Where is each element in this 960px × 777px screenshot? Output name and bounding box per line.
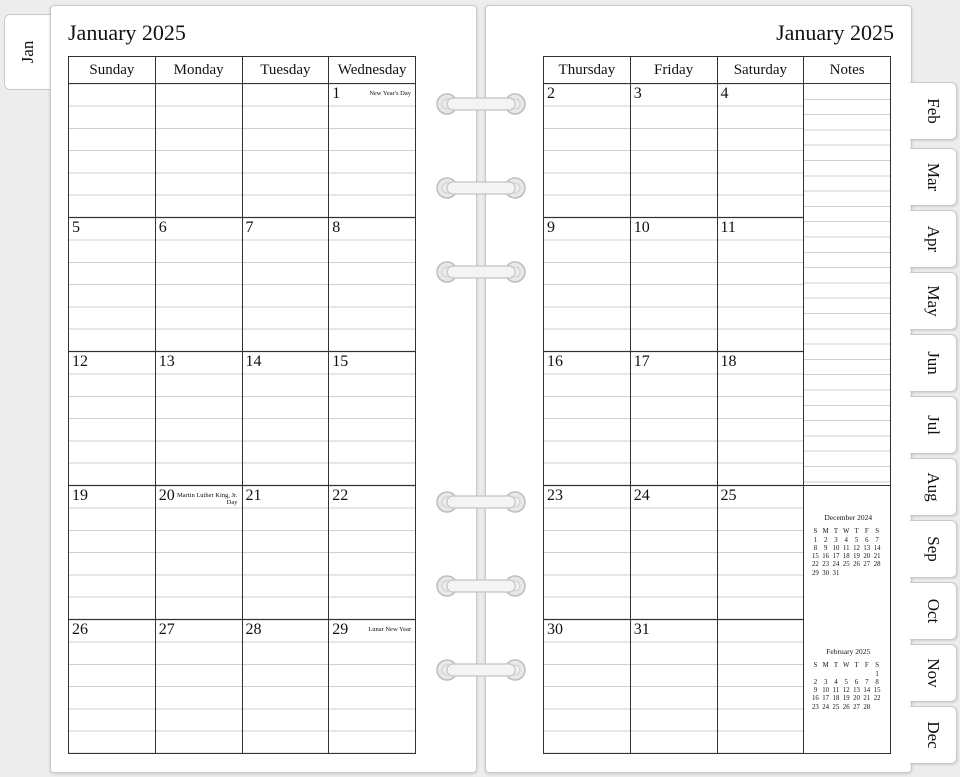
right-page <box>485 5 912 773</box>
day-number: 19 <box>72 487 88 504</box>
mini-calendar-title: December 2024 <box>824 513 873 522</box>
mini-day: 2 <box>823 536 828 544</box>
day-number: 16 <box>547 353 563 370</box>
mini-calendar-grid <box>810 662 882 712</box>
tab-sep[interactable] <box>910 520 957 578</box>
binder-ring <box>435 574 527 598</box>
mini-day: 13 <box>853 687 860 695</box>
mini-day: 14 <box>873 544 881 552</box>
mini-day: 31 <box>832 569 840 577</box>
mini-day: 12 <box>842 687 850 695</box>
mini-day: 1 <box>875 670 879 678</box>
tab-label: Jul <box>924 415 943 435</box>
mini-week-row <box>810 545 882 553</box>
mini-day: 18 <box>832 695 840 703</box>
tab-label: Dec <box>924 721 943 749</box>
day-cell[interactable] <box>630 486 717 620</box>
day-number: 10 <box>633 219 650 236</box>
mini-calendar-title: February 2025 <box>826 647 871 656</box>
day-number: 29 <box>332 621 349 638</box>
day-cell[interactable] <box>69 84 156 218</box>
tab-jan[interactable] <box>4 14 51 90</box>
tab-may[interactable] <box>910 272 957 330</box>
right-header-row <box>544 57 891 84</box>
mini-week-row <box>810 695 882 703</box>
mini-week-row <box>810 561 882 569</box>
mini-calendar-february <box>810 648 886 712</box>
mini-day: 10 <box>832 544 840 552</box>
day-cell[interactable] <box>630 84 717 218</box>
day-cell[interactable] <box>155 218 242 352</box>
mini-day: 11 <box>832 687 840 695</box>
mini-day: 9 <box>813 687 818 695</box>
mini-day: 5 <box>854 536 859 544</box>
day-cell[interactable] <box>69 218 156 352</box>
mini-day: 23 <box>811 703 819 711</box>
day-cell[interactable] <box>69 486 156 620</box>
tab-jul[interactable] <box>910 396 957 454</box>
holiday-label: Lunar New Year <box>368 626 411 633</box>
day-cell[interactable] <box>630 218 717 352</box>
day-cell[interactable] <box>630 620 717 754</box>
day-number: 17 <box>633 353 650 370</box>
day-cell[interactable] <box>544 620 631 754</box>
mini-day: 25 <box>832 703 840 711</box>
binder-ring <box>435 176 527 200</box>
left-calendar-grid <box>68 56 416 754</box>
mini-day: 2 <box>813 678 818 686</box>
day-cell[interactable] <box>717 486 804 620</box>
day-number: 22 <box>332 487 349 504</box>
mini-weekday: F <box>864 528 869 536</box>
mini-day: 19 <box>842 695 850 703</box>
header-sunday: Sunday <box>69 57 156 84</box>
mini-day <box>872 570 882 578</box>
mini-day: 27 <box>863 561 871 569</box>
mini-week-row <box>810 687 882 695</box>
mini-day: 24 <box>822 703 830 711</box>
mini-day <box>841 671 851 679</box>
mini-day: 5 <box>844 678 848 686</box>
mini-day: 28 <box>863 703 871 711</box>
mini-weekday: M <box>822 528 829 536</box>
day-number: 14 <box>245 353 262 370</box>
day-cell[interactable] <box>329 620 416 754</box>
day-cell[interactable] <box>155 352 242 486</box>
mini-day: 26 <box>853 561 860 569</box>
day-number: 31 <box>633 621 650 638</box>
mini-day: 17 <box>822 695 830 703</box>
mini-day: 18 <box>842 553 850 561</box>
mini-day: 19 <box>853 553 860 561</box>
mini-day: 13 <box>863 544 871 552</box>
mini-calendars-area <box>804 486 891 754</box>
mini-week-row <box>810 704 882 712</box>
header-monday: Monday <box>155 57 242 84</box>
day-cell[interactable] <box>155 486 242 620</box>
binder-ring <box>435 490 527 514</box>
mini-day <box>862 671 872 679</box>
tab-label: Aug <box>924 472 943 502</box>
mini-day: 24 <box>832 561 840 569</box>
day-cell[interactable] <box>242 352 329 486</box>
day-number: 28 <box>245 621 262 638</box>
mini-weekday: W <box>843 528 850 536</box>
tab-oct[interactable] <box>910 582 957 640</box>
tab-label: Nov <box>924 658 943 688</box>
tab-label: Sep <box>924 536 943 562</box>
mini-weekday: W <box>843 662 850 670</box>
day-cell[interactable] <box>544 352 631 486</box>
day-cell[interactable] <box>69 620 156 754</box>
day-number: 21 <box>245 487 262 504</box>
tab-nov[interactable] <box>910 644 957 702</box>
mini-day: 30 <box>822 569 830 577</box>
tab-mar[interactable] <box>910 148 957 206</box>
mini-day: 6 <box>865 536 869 544</box>
day-number: 27 <box>158 621 175 638</box>
header-thursday: Thursday <box>544 57 631 84</box>
day-number: 8 <box>332 219 341 236</box>
week-row <box>69 352 416 486</box>
day-number: 3 <box>633 85 642 102</box>
mini-day: 16 <box>811 695 819 703</box>
right-calendar-grid <box>543 56 891 754</box>
mini-weekday: T <box>833 662 839 670</box>
tab-label: Mar <box>924 162 943 192</box>
mini-day <box>831 671 841 679</box>
mini-day: 15 <box>811 553 819 561</box>
day-number: 9 <box>547 219 555 236</box>
day-number: 25 <box>720 487 737 504</box>
week-row <box>544 486 891 620</box>
mini-weekday: S <box>813 662 818 670</box>
mini-calendar-grid <box>810 528 882 578</box>
mini-day: 12 <box>853 544 860 552</box>
mini-week-row <box>810 570 882 578</box>
mini-day: 6 <box>854 678 859 686</box>
mini-day: 16 <box>822 553 830 561</box>
binder-ring <box>435 658 527 682</box>
day-cell[interactable] <box>717 218 804 352</box>
day-number: 7 <box>245 219 254 236</box>
mini-day <box>821 671 831 679</box>
mini-weekday: T <box>833 528 839 536</box>
mini-day: 22 <box>873 695 881 703</box>
day-cell[interactable] <box>630 352 717 486</box>
mini-day <box>810 671 820 679</box>
day-cell[interactable] <box>717 352 804 486</box>
tab-jan-label: Jan <box>18 40 37 64</box>
day-number: 24 <box>633 487 650 504</box>
week-row <box>69 218 416 352</box>
mini-day <box>872 704 882 712</box>
tab-label: Apr <box>924 225 943 253</box>
day-number: 30 <box>547 621 563 638</box>
mini-day <box>851 570 861 578</box>
tab-feb[interactable] <box>910 82 957 140</box>
mini-day: 4 <box>834 678 838 686</box>
day-cell[interactable] <box>242 84 329 218</box>
mini-weekday: S <box>813 528 818 536</box>
mini-day: 22 <box>811 561 819 569</box>
day-cell[interactable] <box>717 620 804 754</box>
day-number: 6 <box>158 219 167 236</box>
header-notes: Notes <box>804 57 891 84</box>
mini-day: 21 <box>873 553 881 561</box>
mini-day: 17 <box>832 553 840 561</box>
mini-weekday: T <box>854 528 859 536</box>
day-number: 5 <box>72 219 80 236</box>
left-page <box>50 5 477 773</box>
mini-day: 1 <box>813 536 818 544</box>
mini-day: 25 <box>842 561 850 569</box>
mini-day: 14 <box>863 687 871 695</box>
mini-day: 9 <box>823 544 828 552</box>
mini-week-row <box>810 679 882 687</box>
day-cell[interactable] <box>329 84 416 218</box>
mini-weekday: M <box>822 662 829 670</box>
binder-ring <box>435 260 527 284</box>
mini-calendar-december <box>810 514 886 578</box>
tab-label: Jun <box>924 351 943 375</box>
mini-day: 23 <box>822 561 830 569</box>
right-page-title: January 2025 <box>776 20 894 45</box>
day-cell[interactable] <box>155 84 242 218</box>
mini-day: 10 <box>822 687 830 695</box>
tab-label: Feb <box>924 98 943 124</box>
mini-day: 11 <box>842 544 850 552</box>
tab-jun[interactable] <box>910 334 957 392</box>
mini-weekday-row <box>810 528 882 536</box>
mini-day: 7 <box>865 678 869 686</box>
day-number: 1 <box>332 85 341 102</box>
mini-day: 28 <box>873 561 881 569</box>
notes-area[interactable] <box>804 84 891 486</box>
week-row <box>69 486 416 620</box>
day-number: 2 <box>547 85 555 102</box>
day-cell[interactable] <box>69 352 156 486</box>
mini-day <box>841 570 851 578</box>
mini-day: 20 <box>863 553 871 561</box>
day-number: 13 <box>158 353 175 370</box>
holiday-label: New Year's Day <box>369 90 411 97</box>
mini-weekday-row <box>810 662 882 670</box>
tab-apr[interactable] <box>910 210 957 268</box>
day-number: 11 <box>720 219 736 236</box>
mini-day <box>851 671 861 679</box>
day-cell[interactable] <box>329 486 416 620</box>
mini-day: 27 <box>853 703 860 711</box>
mini-day: 3 <box>834 536 838 544</box>
day-cell[interactable] <box>544 84 631 218</box>
mini-week-row <box>810 671 882 679</box>
holiday-label: Martin Luther King, Jr. Day <box>177 492 238 506</box>
day-cell[interactable] <box>544 486 631 620</box>
mini-week-row <box>810 553 882 561</box>
day-cell[interactable] <box>717 84 804 218</box>
day-number: 18 <box>720 353 737 370</box>
day-number: 26 <box>72 621 88 638</box>
header-saturday: Saturday <box>717 57 804 84</box>
mini-weekday: F <box>864 662 869 670</box>
mini-day: 26 <box>842 703 850 711</box>
day-cell[interactable] <box>544 218 631 352</box>
day-cell[interactable] <box>329 218 416 352</box>
mini-day: 3 <box>823 678 828 686</box>
header-tuesday: Tuesday <box>242 57 329 84</box>
binder-ring <box>435 92 527 116</box>
day-number: 20 <box>158 487 175 504</box>
header-wednesday: Wednesday <box>329 57 416 84</box>
week-row <box>69 620 416 754</box>
left-page-title: January 2025 <box>68 20 186 45</box>
tab-label: Oct <box>924 598 943 624</box>
day-number: 15 <box>332 353 349 370</box>
day-number: 23 <box>547 487 563 504</box>
tab-aug[interactable] <box>910 458 957 516</box>
mini-week-row <box>810 537 882 545</box>
mini-day: 21 <box>863 695 871 703</box>
mini-day: 15 <box>873 687 881 695</box>
mini-day: 8 <box>875 678 879 686</box>
left-header-row <box>69 57 416 84</box>
day-cell[interactable] <box>242 620 329 754</box>
day-cell[interactable] <box>242 486 329 620</box>
mini-day: 4 <box>844 536 848 544</box>
mini-weekday: T <box>854 662 859 670</box>
mini-weekday: S <box>875 528 879 536</box>
mini-day: 7 <box>875 536 879 544</box>
day-cell[interactable] <box>155 620 242 754</box>
header-friday: Friday <box>630 57 717 84</box>
week-row <box>69 84 416 218</box>
mini-day: 29 <box>811 569 819 577</box>
mini-day: 8 <box>813 544 818 552</box>
tab-dec[interactable] <box>910 706 957 764</box>
day-cell[interactable] <box>329 352 416 486</box>
day-cell[interactable] <box>242 218 329 352</box>
mini-day: 20 <box>853 695 860 703</box>
mini-weekday: S <box>875 662 879 670</box>
week-row <box>544 84 891 218</box>
tab-label: May <box>924 285 943 317</box>
mini-day <box>862 570 872 578</box>
day-number: 4 <box>720 85 729 102</box>
day-number: 12 <box>72 353 88 370</box>
